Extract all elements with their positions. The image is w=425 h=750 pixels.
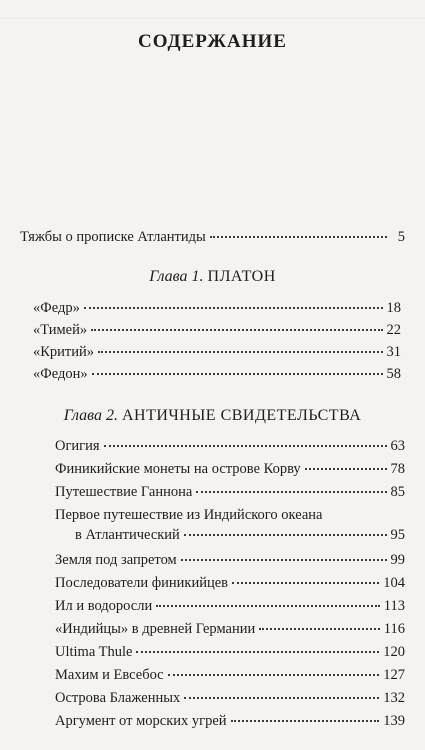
- toc-entry[interactable]: [55, 575, 405, 591]
- toc-entry[interactable]: [55, 667, 405, 683]
- leader-dots: [92, 373, 383, 375]
- chapter-name: ПЛАТОН: [207, 268, 276, 285]
- toc-entry[interactable]: [55, 598, 405, 614]
- toc-entry-title: Земля под запретом: [55, 552, 177, 568]
- toc-entry-page: 58: [386, 366, 401, 382]
- toc-entry-title: Острова Блаженных: [55, 690, 181, 706]
- toc-entry-multiline[interactable]: [55, 507, 405, 543]
- toc-entry[interactable]: [33, 300, 401, 316]
- toc-entry-title: Последователи финикийцев: [55, 575, 229, 591]
- toc-entry-title: Махим и Евсебос: [55, 667, 164, 683]
- toc-entry-page: 113: [383, 598, 405, 614]
- toc-entry-title: «Федр»: [33, 300, 80, 316]
- toc-entry-title: Первое путешествие из Индийского океана: [55, 507, 323, 523]
- toc-entry-page: 127: [383, 667, 405, 683]
- toc-entry-title: «Федон»: [33, 366, 88, 382]
- leader-dots: [210, 236, 387, 238]
- leader-dots: [136, 651, 379, 653]
- toc-entry-title: Тяжбы о прописке Атлантиды: [20, 229, 206, 245]
- leader-dots: [231, 720, 380, 722]
- leader-dots: [104, 445, 387, 447]
- chapter-number: Глава 2.: [63, 407, 118, 424]
- toc-entry[interactable]: [55, 690, 405, 706]
- chapter-number: Глава 1.: [149, 268, 204, 285]
- leader-dots: [168, 674, 380, 676]
- page-title: СОДЕРЖАНИЕ: [138, 31, 287, 52]
- toc-entry[interactable]: [55, 484, 405, 500]
- toc-entry-title: Финикийские монеты на острове Корву: [55, 461, 301, 477]
- toc-entry[interactable]: [55, 438, 405, 454]
- leader-dots: [232, 582, 379, 584]
- show-through-header: [0, 0, 425, 19]
- toc-entry-title: Аргумент от морских угрей: [55, 713, 227, 729]
- toc-entry[interactable]: [55, 552, 405, 568]
- toc-entry[interactable]: [55, 461, 405, 477]
- toc-entry-page: 95: [390, 527, 405, 543]
- toc-entry-page: 63: [390, 438, 405, 454]
- toc-entry[interactable]: [33, 366, 401, 382]
- toc-entry-title: Ultima Thule: [55, 644, 133, 660]
- toc-entry-page: 78: [390, 461, 405, 477]
- toc-entry-page: 104: [383, 575, 405, 591]
- toc-entry-title: «Индийцы» в древней Германии: [55, 621, 256, 637]
- leader-dots: [98, 351, 382, 353]
- chapter-heading: [0, 407, 425, 425]
- toc-entry[interactable]: [33, 344, 401, 360]
- toc-entry-page: 5: [397, 229, 405, 245]
- leader-dots: [84, 307, 383, 309]
- toc-entry[interactable]: [33, 322, 401, 338]
- leader-dots: [305, 468, 387, 470]
- toc-entry-title: «Критий»: [33, 344, 95, 360]
- toc-entry-title: «Тимей»: [33, 322, 88, 338]
- toc-entry-title: Путешествие Ганнона: [55, 484, 193, 500]
- toc-entry-title-continued: в Атлантический: [75, 527, 180, 543]
- leader-dots: [181, 559, 387, 561]
- toc-entry-page: 31: [386, 344, 401, 360]
- chapter-name: АНТИЧНЫЕ СВИДЕТЕЛЬСТВА: [121, 407, 362, 424]
- toc-entry-intro[interactable]: [20, 229, 405, 245]
- toc-entry[interactable]: [55, 621, 405, 637]
- toc-entry-page: 116: [383, 621, 405, 637]
- leader-dots: [156, 605, 380, 607]
- toc-entry-page: 22: [386, 322, 401, 338]
- toc-entry-page: 99: [390, 552, 405, 568]
- toc-entry-page: 85: [390, 484, 405, 500]
- toc-entry-page: 139: [383, 713, 405, 729]
- leader-dots: [91, 329, 382, 331]
- toc-entry-title: Ил и водоросли: [55, 598, 153, 614]
- toc-entry[interactable]: [55, 713, 405, 729]
- leader-dots: [196, 491, 386, 493]
- leader-dots: [259, 628, 380, 630]
- toc-entry-title: Огигия: [55, 438, 100, 454]
- toc-entry-page: 18: [386, 300, 401, 316]
- leader-dots: [184, 697, 379, 699]
- toc-entry-page: 120: [383, 644, 405, 660]
- chapter-heading: [0, 268, 425, 286]
- toc-entry-page: 132: [383, 690, 405, 706]
- leader-dots: [184, 534, 387, 536]
- toc-entry[interactable]: [55, 644, 405, 660]
